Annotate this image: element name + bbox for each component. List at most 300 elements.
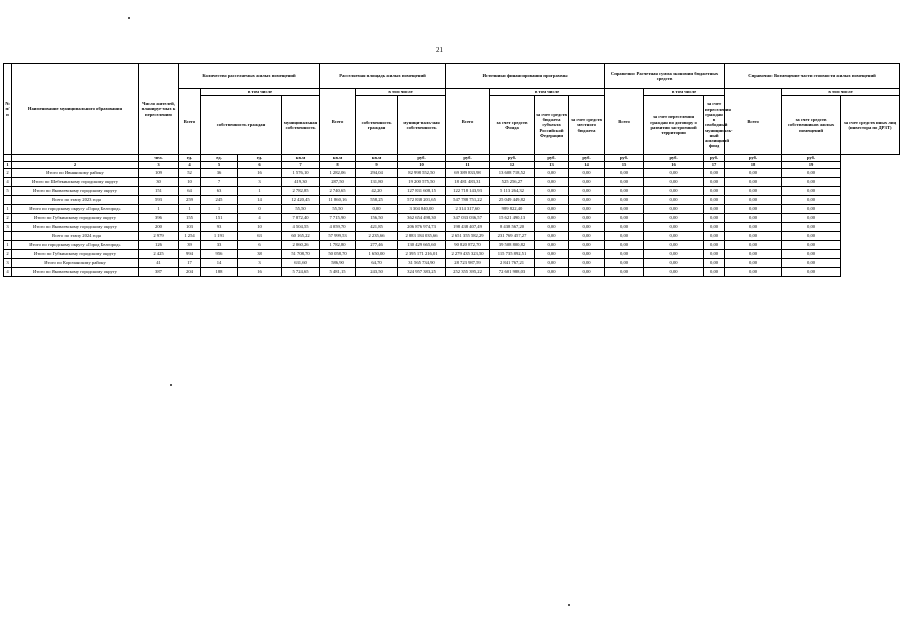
value-cell: 0,00 (605, 268, 644, 277)
value-cell: 0,00 (782, 178, 841, 187)
value-cell: 90 820 872,70 (446, 241, 490, 250)
value-cell: 0,00 (725, 187, 782, 196)
value-cell: 115 735 892,51 (490, 250, 535, 259)
col-number: 2 (12, 162, 139, 169)
value-cell: 252 355 395,22 (446, 268, 490, 277)
table-row (4, 268, 900, 277)
value-cell: 0,00 (569, 214, 605, 223)
municipality-name: Итого по Губкинскому городскому округу (12, 214, 139, 223)
header-fin-group: Источники финансирования программы (446, 64, 605, 89)
value-cell: 2 883 184 035,66 (398, 232, 446, 241)
value-cell: 0,00 (605, 232, 644, 241)
value-cell: 0,00 (782, 241, 841, 250)
value-cell: 5 481,15 (320, 268, 356, 277)
value-cell: 0,00 (569, 223, 605, 232)
value-cell: 994 (179, 250, 201, 259)
value-cell: 5 113 264,32 (490, 187, 535, 196)
value-cell: 0,00 (605, 187, 644, 196)
header-qty-group: Количество расселяемых жилых помещений (179, 64, 320, 89)
value-cell: 0,00 (535, 214, 569, 223)
header-ref1-a: за счет переселения граждан по договору о развитии застроенной территории (644, 96, 704, 155)
header-qty-incl: в том числе (201, 89, 320, 96)
col-number: 15 (605, 162, 644, 169)
value-cell: 0,00 (704, 259, 725, 268)
col-number: 1 (4, 162, 12, 169)
value-cell: 0,00 (644, 196, 704, 205)
table-row (4, 241, 900, 250)
value-cell: 10 (238, 223, 282, 232)
column-numbers-row (4, 162, 900, 169)
value-cell: 0,00 (535, 241, 569, 250)
value-cell: 12 420,45 (282, 196, 320, 205)
row-number (4, 196, 12, 205)
value-cell: 572 838 201,65 (398, 196, 446, 205)
header-ref2-a: за счет средств собственников жилых помещений (782, 96, 841, 155)
value-cell: 0,00 (569, 196, 605, 205)
value-cell: 4 504,55 (282, 223, 320, 232)
value-cell: 324 957 383,25 (398, 268, 446, 277)
value-cell: 631,60 (282, 259, 320, 268)
value-cell: 0,00 (605, 250, 644, 259)
value-cell: 0,00 (644, 223, 704, 232)
value-cell: 1 576,10 (282, 169, 320, 178)
value-cell: 0,00 (725, 178, 782, 187)
header-qty-total: Всего (179, 89, 201, 155)
col-number: 9 (356, 162, 398, 169)
scan-speck (128, 17, 130, 19)
value-cell: 5 724,65 (282, 268, 320, 277)
value-cell: 0,00 (535, 196, 569, 205)
value-cell: 0,00 (704, 178, 725, 187)
value-cell: 0,00 (782, 223, 841, 232)
table-row (4, 187, 900, 196)
value-cell: 956 (201, 250, 238, 259)
value-cell: 1 650,00 (356, 250, 398, 259)
unit-cell: руб. (446, 155, 490, 162)
value-cell: 57 999,53 (320, 232, 356, 241)
header-fin-incl: в том числе (490, 89, 605, 96)
value-cell: 2 651 355 582,29 (446, 232, 490, 241)
value-cell: 0,00 (535, 250, 569, 259)
value-cell: 0,00 (644, 187, 704, 196)
value-cell: 0,00 (644, 178, 704, 187)
value-cell: 0,00 (535, 259, 569, 268)
value-cell: 0,00 (605, 214, 644, 223)
value-cell: 593 (139, 196, 179, 205)
unit-cell: руб. (398, 155, 446, 162)
value-cell: 42,20 (356, 187, 398, 196)
value-cell: 122 718 143,93 (446, 187, 490, 196)
value-cell: 0,00 (644, 169, 704, 178)
header-subsidy: за счет средств бюджета субъекта Российской Федерации (535, 96, 569, 155)
value-cell: 155 (179, 214, 201, 223)
table-row (4, 178, 900, 187)
value-cell: 294,04 (356, 169, 398, 178)
value-cell: 4 (238, 214, 282, 223)
value-cell: 362 654 498,30 (398, 214, 446, 223)
value-cell: 231 769 457,27 (490, 232, 535, 241)
value-cell: 0,00 (644, 268, 704, 277)
unit-cell: чел. (139, 155, 179, 162)
value-cell: 28 723 987,59 (446, 259, 490, 268)
table-row (4, 223, 900, 232)
value-cell: 245 (201, 196, 238, 205)
value-cell: 1 (238, 187, 282, 196)
value-cell: 0,00 (725, 268, 782, 277)
units-row (4, 155, 900, 162)
value-cell: 2 841 767,21 (490, 259, 535, 268)
value-cell: 2 425 (139, 250, 179, 259)
value-cell: 8 438 567,20 (490, 223, 535, 232)
header-area-total: Всего (320, 89, 356, 155)
row-number: 4 (4, 178, 12, 187)
municipality-name: Итого по Ивнянскому району (12, 169, 139, 178)
value-cell: 243,50 (356, 268, 398, 277)
value-cell: 127 831 608,15 (398, 187, 446, 196)
col-number: 7 (282, 162, 320, 169)
value-cell: 14 (201, 259, 238, 268)
header-area-incl: в том числе (356, 89, 446, 96)
value-cell: 0,00 (605, 169, 644, 178)
col-number: 5 (201, 162, 238, 169)
col-number: 3 (139, 162, 179, 169)
value-cell: 198 438 407,49 (446, 223, 490, 232)
value-cell: 17 (179, 259, 201, 268)
municipality-name: Итого по Яковлевскому городскому округу (12, 187, 139, 196)
value-cell: 0,00 (704, 187, 725, 196)
municipality-name: Всего по этапу 2023 года (12, 196, 139, 205)
value-cell: 55,50 (282, 205, 320, 214)
value-cell: 2 782,85 (282, 187, 320, 196)
value-cell: 0,00 (644, 232, 704, 241)
municipality-name: Итого по Яковлевскому городскому округу (12, 268, 139, 277)
municipality-name: Итого по Шебекинскому городскому округу (12, 178, 139, 187)
value-cell: 0,00 (569, 250, 605, 259)
value-cell: 16 (238, 268, 282, 277)
col-number: 6 (238, 162, 282, 169)
value-cell: 10 (179, 178, 201, 187)
value-cell: 131,80 (356, 178, 398, 187)
value-cell: 387 (139, 268, 179, 277)
value-cell: 0,00 (605, 178, 644, 187)
value-cell: 151 (201, 214, 238, 223)
value-cell: 0,00 (569, 169, 605, 178)
value-cell: 421,85 (356, 223, 398, 232)
row-number: 3 (4, 223, 12, 232)
value-cell: 0,00 (725, 241, 782, 250)
value-cell: 0,00 (569, 178, 605, 187)
col-number: 11 (446, 162, 490, 169)
value-cell: 3 304 840,00 (398, 205, 446, 214)
header-area-cit: собственность граждан (356, 96, 398, 155)
header-ref2-incl: в том числе (782, 89, 900, 96)
value-cell: 0,00 (605, 223, 644, 232)
value-cell: 39 (179, 241, 201, 250)
col-number: 17 (704, 162, 725, 169)
value-cell: 82 998 552,50 (398, 169, 446, 178)
header-area-group: Расселяемая площадь жилых помещений (320, 64, 446, 89)
value-cell: 11 860,16 (320, 196, 356, 205)
col-number: 19 (782, 162, 841, 169)
row-number (4, 232, 12, 241)
value-cell: 0,00 (782, 169, 841, 178)
unit-cell: кв.м (356, 155, 398, 162)
value-cell: 69 389 833,98 (446, 169, 490, 178)
value-cell: 6 (238, 241, 282, 250)
value-cell: 0,00 (644, 259, 704, 268)
value-cell: 126 (139, 241, 179, 250)
value-cell: 1 (179, 205, 201, 214)
scan-speck (170, 384, 172, 386)
value-cell: 204 (179, 268, 201, 277)
unit-cell: руб. (605, 155, 644, 162)
value-cell: 31 565 734,90 (398, 259, 446, 268)
value-cell: 989 822,40 (490, 205, 535, 214)
header-mun-prop: муниципальная собственность (282, 96, 320, 155)
value-cell: 0,00 (535, 178, 569, 187)
value-cell: 50 058,70 (320, 250, 356, 259)
row-number: 2 (4, 250, 12, 259)
value-cell: 130 429 665,60 (398, 241, 446, 250)
value-cell: 2 314 317,60 (446, 205, 490, 214)
header-ref1-total: Всего (605, 89, 644, 155)
value-cell: 0,00 (704, 214, 725, 223)
unit-cell: ед. (238, 155, 282, 162)
value-cell: 0,00 (725, 232, 782, 241)
value-cell: 0,00 (644, 214, 704, 223)
col-number: 12 (490, 162, 535, 169)
value-cell: 0,00 (644, 241, 704, 250)
header-name: Наименование муниципального образования (12, 64, 139, 155)
value-cell: 52 (179, 169, 201, 178)
municipality-name: Итого по городскому округу «Город Белгород» (12, 241, 139, 250)
row-number: 4 (4, 268, 12, 277)
value-cell: 0,00 (644, 250, 704, 259)
value-cell: 347 033 036,57 (446, 214, 490, 223)
row-number: 1 (4, 205, 12, 214)
unit-cell: ед. (179, 155, 201, 162)
unit-cell: кв.м (282, 155, 320, 162)
value-cell: 7 715,90 (320, 214, 356, 223)
value-cell: 0,00 (704, 232, 725, 241)
value-cell: 558,25 (356, 196, 398, 205)
value-cell: 1 (139, 205, 179, 214)
value-cell: 7 (201, 178, 238, 187)
value-cell: 64,70 (356, 259, 398, 268)
value-cell: 7 872,40 (282, 214, 320, 223)
value-cell: 1 191 (201, 232, 238, 241)
value-cell: 72 601 988,03 (490, 268, 535, 277)
header-area-mun: муници-паль-ная собственность (398, 96, 446, 155)
table-total-row (4, 196, 900, 205)
value-cell: 0,00 (356, 205, 398, 214)
value-cell: 0,00 (725, 250, 782, 259)
unit-cell: ед. (201, 155, 238, 162)
municipality-name: Итого по Губкинскому городскому округу (12, 250, 139, 259)
value-cell: 586,90 (320, 259, 356, 268)
municipality-name: Итого по городскому округу «Город Белгород» (12, 205, 139, 214)
row-number: 2 (4, 214, 12, 223)
unit-cell: руб. (535, 155, 569, 162)
value-cell: 0,00 (704, 223, 725, 232)
value-cell: 0,00 (704, 250, 725, 259)
col-number: 14 (569, 162, 605, 169)
value-cell: 41 (139, 259, 179, 268)
value-cell: 151 (139, 187, 179, 196)
unit-cell: кв.м (320, 155, 356, 162)
municipality-name: Итого по Корочанскому району (12, 259, 139, 268)
value-cell: 63 (238, 232, 282, 241)
value-cell: 156,50 (356, 214, 398, 223)
value-cell: 14 (238, 196, 282, 205)
value-cell: 0,00 (782, 187, 841, 196)
resettlement-table (3, 63, 900, 277)
header-ref2-total: Всего (725, 89, 782, 155)
value-cell: 51 708,70 (282, 250, 320, 259)
municipality-name: Всего по этапу 2024 года (12, 232, 139, 241)
value-cell: 33 (201, 241, 238, 250)
table-row (4, 205, 900, 214)
value-cell: 2 979 (139, 232, 179, 241)
value-cell: 16 (238, 169, 282, 178)
row-number: 5 (4, 187, 12, 196)
value-cell: 0,00 (535, 169, 569, 178)
value-cell: 0,00 (569, 187, 605, 196)
resettlement-table-wrap (3, 63, 900, 277)
value-cell: 55,50 (320, 205, 356, 214)
value-cell: 0,00 (535, 223, 569, 232)
header-cit-prop: собственность граждан (201, 96, 282, 155)
value-cell: 39 508 800,82 (490, 241, 535, 250)
row-number: 1 (4, 241, 12, 250)
table-row (4, 250, 900, 259)
value-cell: 2 235,66 (356, 232, 398, 241)
value-cell: 0,00 (605, 241, 644, 250)
header-ref1-group: Справочно: Расчетная сумма экономии бюджетных средств (605, 64, 725, 89)
value-cell: 0,00 (569, 205, 605, 214)
col-number: 18 (725, 162, 782, 169)
header-fund: за счет средств Фонда (490, 96, 535, 155)
unit-cell: руб. (569, 155, 605, 162)
value-cell: 0,00 (535, 232, 569, 241)
table-row (4, 259, 900, 268)
value-cell: 2 395 171 216,01 (398, 250, 446, 259)
value-cell: 0,00 (725, 259, 782, 268)
value-cell: 18 481 483,31 (446, 178, 490, 187)
value-cell: 0,00 (569, 241, 605, 250)
value-cell: 287,50 (320, 178, 356, 187)
header-local: за счет средств местного бюджета (569, 96, 605, 155)
value-cell: 13 608 718,52 (490, 169, 535, 178)
header-ref1-incl: в том числе (644, 89, 725, 96)
value-cell: 0,00 (704, 268, 725, 277)
table-row (4, 214, 900, 223)
value-cell: 0,00 (782, 196, 841, 205)
value-cell: 63 (201, 187, 238, 196)
col-number: 16 (644, 162, 704, 169)
value-cell: 15 621 490,13 (490, 214, 535, 223)
header-residents: Число жителей, планируе-мых к переселению (139, 64, 179, 155)
value-cell: 60 165,22 (282, 232, 320, 241)
value-cell: 109 (139, 169, 179, 178)
value-cell: 396 (139, 214, 179, 223)
value-cell: 0,00 (725, 214, 782, 223)
col-number: 10 (398, 162, 446, 169)
value-cell: 0,00 (569, 268, 605, 277)
value-cell: 0,00 (782, 259, 841, 268)
value-cell: 64 (179, 187, 201, 196)
value-cell: 1 254 (179, 232, 201, 241)
value-cell: 2 279 435 323,50 (446, 250, 490, 259)
unit-cell: руб. (644, 155, 704, 162)
value-cell: 0 (238, 205, 282, 214)
value-cell: 25 049 449,82 (490, 196, 535, 205)
value-cell: 0,00 (644, 205, 704, 214)
value-cell: 0,00 (535, 205, 569, 214)
value-cell: 0,00 (704, 169, 725, 178)
header-ref1-b: за счет переселения граждан в свободный муниципаль-ный жилищный фонд (704, 96, 725, 155)
header-ref2-b: за счет средств иных лиц (инвестора по ДРЗТ) (841, 96, 900, 155)
header-fin-total: Всего (446, 89, 490, 155)
value-cell: 525 256,27 (490, 178, 535, 187)
value-cell: 0,00 (725, 169, 782, 178)
value-cell: 0,00 (725, 196, 782, 205)
municipality-name: Итого по Яковлевскому городскому округу (12, 223, 139, 232)
value-cell: 4 059,70 (320, 223, 356, 232)
value-cell: 0,00 (725, 223, 782, 232)
value-cell: 3 (238, 259, 282, 268)
scan-speck (568, 604, 570, 606)
value-cell: 547 788 751,22 (446, 196, 490, 205)
value-cell: 93 (201, 223, 238, 232)
value-cell: 0,00 (605, 205, 644, 214)
header-ref2-group: Справочно: Возмещение части стоимости жилых помещений (725, 64, 900, 89)
value-cell: 1 782,80 (320, 241, 356, 250)
value-cell: 0,00 (782, 232, 841, 241)
unit-cell: руб. (725, 155, 782, 162)
value-cell: 0,00 (782, 205, 841, 214)
col-number: 8 (320, 162, 356, 169)
value-cell: 0,00 (535, 268, 569, 277)
value-cell: 0,00 (535, 187, 569, 196)
value-cell: 259 (179, 196, 201, 205)
value-cell: 1 282,06 (320, 169, 356, 178)
col-number: 4 (179, 162, 201, 169)
value-cell: 0,00 (605, 196, 644, 205)
table-body (4, 169, 900, 277)
row-number: 2 (4, 169, 12, 178)
col-number: 13 (535, 162, 569, 169)
row-number: 3 (4, 259, 12, 268)
value-cell: 30 (139, 178, 179, 187)
unit-cell: руб. (704, 155, 725, 162)
value-cell: 2 740,65 (320, 187, 356, 196)
value-cell: 0,00 (704, 196, 725, 205)
page-number: 21 (436, 46, 443, 54)
value-cell: 0,00 (725, 205, 782, 214)
value-cell: 38 (238, 250, 282, 259)
value-cell: 0,00 (605, 259, 644, 268)
value-cell: 419,30 (282, 178, 320, 187)
table-total-row (4, 232, 900, 241)
value-cell: 1 (201, 205, 238, 214)
value-cell: 0,00 (704, 205, 725, 214)
table-row (4, 169, 900, 178)
unit-cell: руб. (490, 155, 535, 162)
value-cell: 0,00 (782, 214, 841, 223)
value-cell: 0,00 (782, 250, 841, 259)
value-cell: 277,46 (356, 241, 398, 250)
